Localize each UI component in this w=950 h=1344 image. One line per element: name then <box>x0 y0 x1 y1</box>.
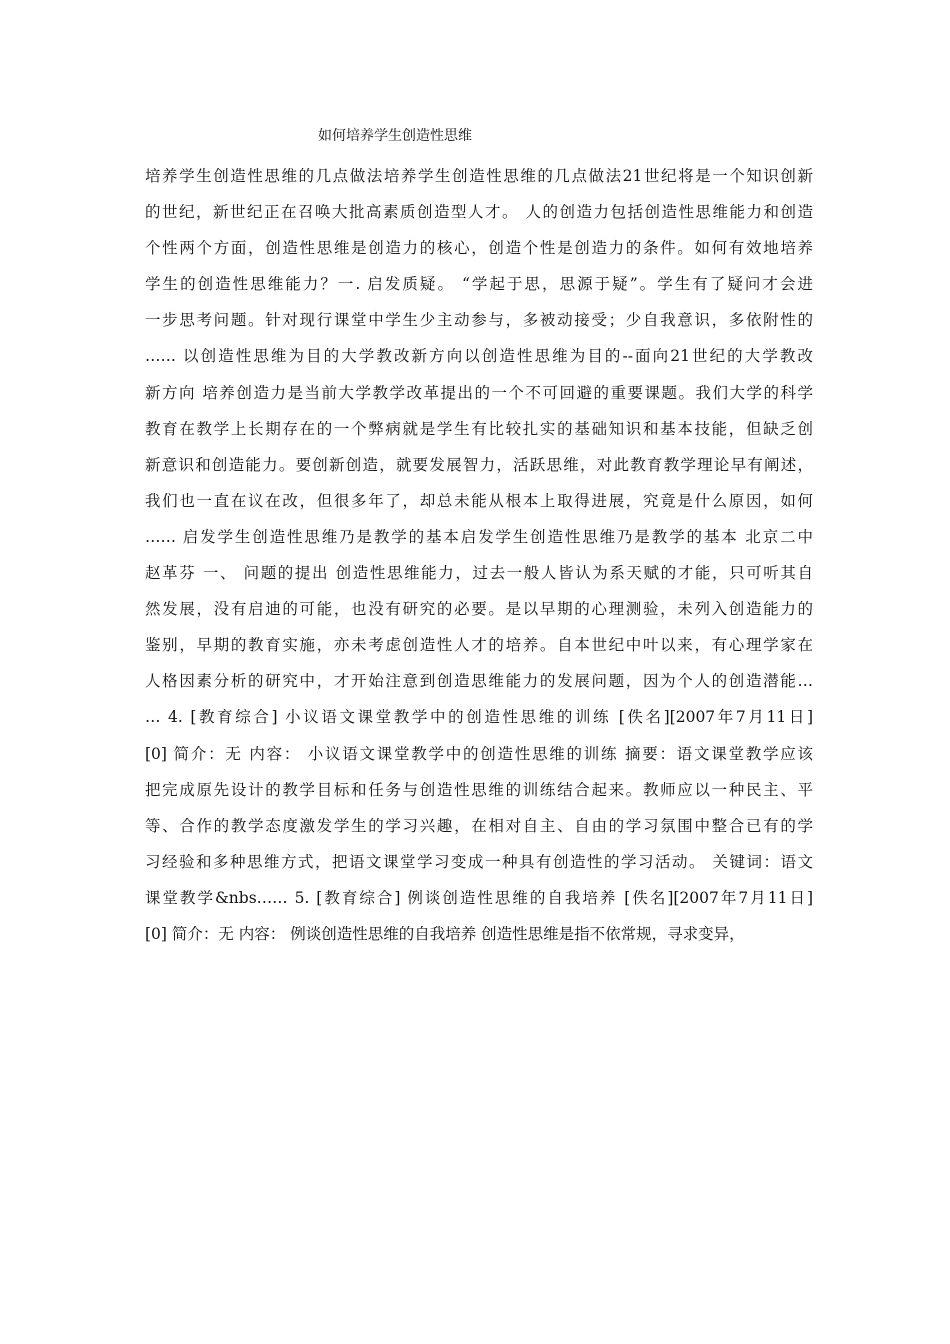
body-line: 鉴别，早期的教育实施，亦未考虑创造性人才的培养。自本世纪中叶以来，有心理学家在 <box>145 636 813 655</box>
body-line: 然发展，没有启迪的可能，也没有研究的必要。是以早期的心理测验，未列入创造能力的 <box>145 600 813 619</box>
body-line: 把完成原先设计的教学目标和任务与创造性思维的训练结合起来。教师应以一种民主、平 <box>145 780 813 799</box>
body-line: [0] 简介：无 内容： 小议语文课堂教学中的创造性思维的训练 摘要：语文课堂教学应该 <box>145 744 813 763</box>
body-line: 新意识和创造能力。要创新创造，就要发展智力，活跃思维，对此教育教学理论早有阐述， <box>145 455 813 474</box>
body-line: 等、合作的教学态度激发学生的学习兴趣，在相对自主、自由的学习氛围中整合已有的学 <box>145 816 813 835</box>
body-line: 我们也一直在议在改，但很多年了，却总未能从根本上取得进展，究竟是什么原因，如何 <box>145 491 813 510</box>
document-body <box>145 158 813 952</box>
body-line: 课堂教学&nbs…… 5. [教育综合] 例谈创造性思维的自我培养 [佚名][2007年7月11日] <box>145 888 813 907</box>
body-line: 培养学生创造性思维的几点做法培养学生创造性思维的几点做法21世纪将是一个知识创新 <box>145 167 813 185</box>
body-line: 学生的创造性思维能力？一. 启发质疑。 “学起于思，思源于疑”。学生有了疑问才会进 <box>145 275 813 294</box>
body-line: … 4. [教育综合] 小议语文课堂教学中的创造性思维的训练 [佚名][2007年7月11日] <box>145 708 813 727</box>
document-title: 如何培养学生创造性思维 <box>318 128 472 144</box>
body-line: 教育在教学上长期存在的一个弊病就是学生有比较扎实的基础知识和基本技能，但缺乏创 <box>145 419 813 438</box>
body-line: 新方向 培养创造力是当前大学教学改革提出的一个不可回避的重要课题。我们大学的科学 <box>145 383 813 402</box>
body-line: 人格因素分析的研究中，才开始注意到创造思维能力的发展问题，因为个人的创造潜能… <box>145 672 813 691</box>
body-line: …… 启发学生创造性思维乃是教学的基本启发学生创造性思维乃是教学的基本 北京二中 <box>145 527 813 546</box>
body-line: 习经验和多种思维方式，把语文课堂学习变成一种具有创造性的学习活动。 关键词：语文 <box>145 852 813 871</box>
body-line: …… 以创造性思维为目的大学教改新方向以创造性思维为目的--面向21世纪的大学教改 <box>145 347 813 366</box>
body-line: 一步思考问题。针对现行课堂中学生少主动参与，多被动接受；少自我意识，多依附性的 <box>145 311 813 330</box>
body-line: [0] 简介：无 内容： 例谈创造性思维的自我培养 创造性思维是指不依常规，寻求变异， <box>145 924 745 943</box>
body-line: 个性两个方面，创造性思维是创造力的核心，创造个性是创造力的条件。如何有效地培养 <box>145 239 813 258</box>
body-line: 的世纪，新世纪正在召唤大批高素质创造型人才。 人的创造力包括创造性思维能力和创造 <box>145 203 813 222</box>
body-line: 赵革芬 一、 问题的提出 创造性思维能力，过去一般人皆认为系天赋的才能，只可听其自 <box>145 564 813 583</box>
